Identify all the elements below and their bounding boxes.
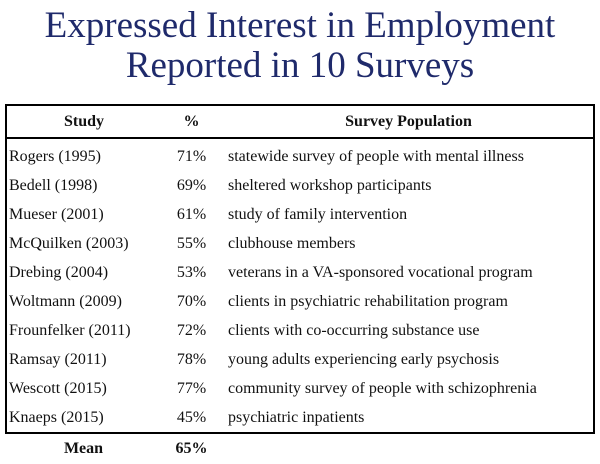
table-row — [6, 138, 594, 171]
percent-cell: 77% — [176, 379, 207, 397]
header-percent: % — [159, 105, 224, 138]
table-row — [6, 171, 594, 200]
surveys-table — [5, 104, 595, 464]
study-cell: Ramsay (2011) — [6, 345, 159, 374]
percent-cell: 71% — [176, 147, 207, 165]
table-row — [6, 229, 594, 258]
table-row — [6, 258, 594, 287]
study-cell: Mueser (2001) — [6, 200, 159, 229]
percent-cell: 70% — [176, 292, 207, 310]
table-row — [6, 316, 594, 345]
percent-cell: 78% — [176, 350, 207, 368]
header-population: Survey Population — [224, 105, 594, 138]
population-cell: clients with co-occurring substance use — [224, 316, 594, 345]
study-cell: McQuilken (2003) — [6, 229, 159, 258]
table-footer — [6, 433, 594, 464]
population-cell: psychiatric inpatients — [224, 403, 594, 433]
table-row — [6, 374, 594, 403]
population-cell: veterans in a VA-sponsored vocational program — [224, 258, 594, 287]
mean-value: 65% — [175, 440, 208, 457]
percent-cell: 69% — [176, 176, 207, 194]
header-row — [6, 105, 594, 138]
mean-empty-cell — [224, 433, 594, 464]
slide-title — [0, 6, 600, 86]
table-body — [6, 138, 594, 433]
title-line-2: Reported in 10 Surveys — [125, 45, 475, 86]
population-cell: sheltered workshop participants — [224, 171, 594, 200]
study-cell: Bedell (1998) — [6, 171, 159, 200]
study-cell: Wescott (2015) — [6, 374, 159, 403]
percent-cell: 61% — [176, 205, 207, 223]
population-cell: clients in psychiatric rehabilitation program — [224, 287, 594, 316]
study-cell: Knaeps (2015) — [6, 403, 159, 433]
population-cell: clubhouse members — [224, 229, 594, 258]
percent-cell: 45% — [159, 403, 224, 433]
population-cell: statewide survey of people with mental illness — [224, 138, 594, 171]
study-cell: Woltmann (2009) — [6, 287, 159, 316]
table-header — [6, 105, 594, 138]
percent-cell: 72% — [176, 321, 207, 339]
table-row — [6, 200, 594, 229]
mean-label: Mean — [63, 440, 104, 457]
header-study: Study — [6, 105, 159, 138]
study-cell: Drebing (2004) — [6, 258, 159, 287]
study-cell: Rogers (1995) — [6, 138, 159, 171]
table-row — [6, 345, 594, 374]
title-line-1: Expressed Interest in Employment — [44, 5, 556, 46]
percent-cell: 55% — [176, 234, 207, 252]
percent-cell: 53% — [176, 263, 207, 281]
population-cell: community survey of people with schizophrenia — [224, 374, 594, 403]
table-row — [6, 403, 594, 433]
population-cell: young adults experiencing early psychosis — [224, 345, 594, 374]
population-cell: study of family intervention — [224, 200, 594, 229]
table-row — [6, 287, 594, 316]
mean-row — [6, 433, 594, 464]
study-cell: Frounfelker (2011) — [6, 316, 159, 345]
